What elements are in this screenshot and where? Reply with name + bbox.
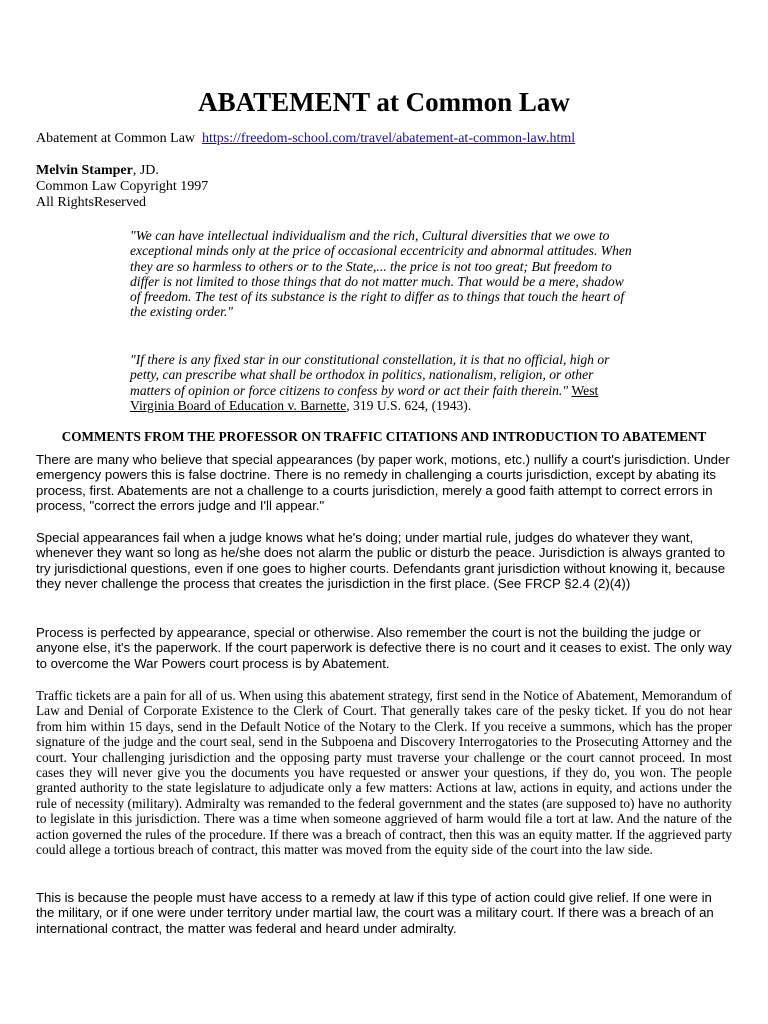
case-citation-link[interactable]: West Virginia Board of Education v. Barnette [130, 382, 599, 413]
case-citation: , 319 U.S. 624, (1943). [346, 397, 472, 413]
page-title: ABATEMENT at Common Law [198, 87, 570, 117]
paragraph: This is because the people must have access to a remedy at law if this type of action could give relief. If one were in the military, or if one were under territory under martial law, the court was a military court. If there was a breach of an international contract, the matter was federal and heard under admiralty. [36, 890, 714, 936]
source-line [36, 131, 732, 147]
rights-line: All RightsReserved [36, 195, 147, 210]
paragraph: There are many who believe that special appearances (by paper work, motions, etc.) nullify a court's jurisdiction. Under emergency powers this is false doctrine. There is no remedy in challenging a courts jurisdiction, except by abating its process, first. Abatements are not a challenge to a courts jurisdiction, merely a good faith attempt to correct errors in process, "correct the errors judge and I'll appear." [36, 452, 730, 514]
author-block [36, 163, 732, 211]
quote-block [130, 228, 635, 320]
paragraph: Process is perfected by appearance, special or otherwise. Also remember the court is not the building the judge or anyone else, it's the paperwork. If the court paperwork is defective there is no court and it ceases to exist. The only way to overcome the War Powers court process is by Abatement. [36, 625, 732, 671]
quote-text: "We can have intellectual individualism and the rich, Cultural diversities that we owe to exceptional minds only at the price of occasional eccentricity and abnormal attitudes. When they are so harmless to others or to the State,... the price is not too great; But freedom to differ is not limited to those things that do not matter much. That would be a mere, shadow of freedom. The test of its substance is the right to differ as to things that touch the heart of the existing order." [130, 228, 632, 320]
author-suffix: , JD. [132, 163, 159, 178]
section-heading: COMMENTS FROM THE PROFESSOR ON TRAFFIC CITATIONS AND INTRODUCTION TO ABATEMENT [61, 429, 707, 444]
source-link[interactable]: https://freedom-school.com/travel/abatement-at-common-law.html [202, 131, 576, 146]
paragraph: Traffic tickets are a pain for all of us. When using this abatement strategy, first send in the Notice of Abatement, Memorandum of Law and Denial of Corporate Existence to the Clerk of Court. That generally takes care of the pesky ticket. If you do not hear from him within 15 days, send in the Default Notice of the Notary to the Clerk. If you receive a summons, which has the proper signature of the judge and the court seal, send in the Subpoena and Discovery Interrogatories to the Prosecuting Attorney and the court. Your challenging jurisdiction and the opposing party must traverse your challenge or the court cannot proceed. In most cases they will never give you the documents you have requested or answer your questions, if they do, you won. The people granted authority to the state legislature to adjudicate only a few matters: Actions at law, actions in equity, and actions under the rule of necessity (military). Admiralty was remanded to the federal government and the states (are supposed to) have no authority to legislate in this jurisdiction. There was a time when someone aggrieved of harm would file a tort at law. And the nature of the action governed the rules of the procedure. If there was a breach of contract, then this was an equity matter. If the aggrieved party could allege a tortious breach of contract, this matter was moved from the equity side of the court into the law side. [36, 688, 732, 858]
quote-block [130, 352, 635, 413]
quote-text: "If there is any fixed star in our constitutional constellation, it is that no official, high or petty, can prescribe what shall be orthodox in politics, nationalism, religion, or other matters of opinion or force citizens to confess by word or act their faith therein." [130, 352, 610, 398]
author-name: Melvin Stamper [36, 163, 133, 178]
paragraph: Special appearances fail when a judge knows what he's doing; under martial rule, judges do whatever they want, whenever they want so long as he/she does not alarm the public or disturb the peace. Jurisdiction is always granted to try jurisdictional questions, even if one goes to higher courts. Defendants grant jurisdiction without knowing it, because they never challenge the process that creates the jurisdiction in the first place. (See FRCP §2.4 (2)(4)) [36, 530, 726, 592]
copyright-line: Common Law Copyright 1997 [36, 179, 209, 194]
source-label: Abatement at Common Law [36, 131, 196, 146]
